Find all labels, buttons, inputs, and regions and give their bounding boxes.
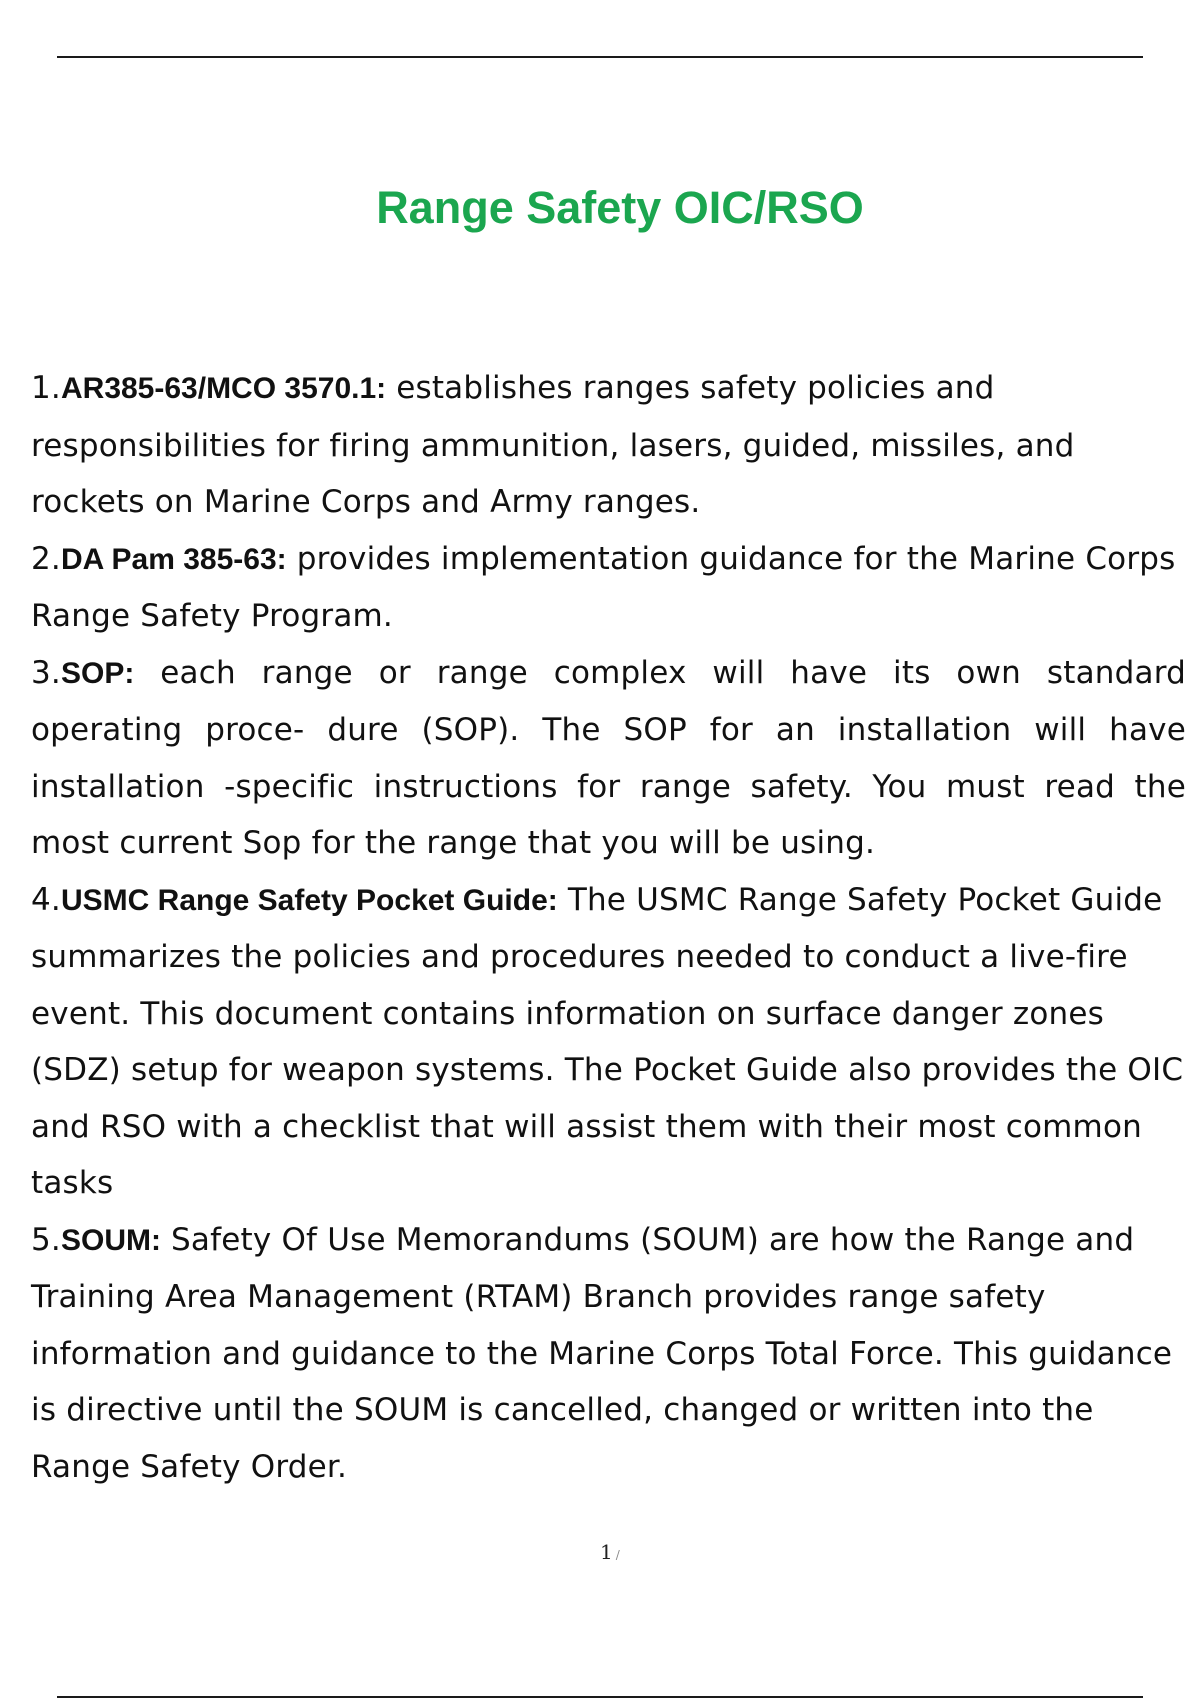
- item-text: each range or range complex will have its own standard operating proce- dure (SOP). The SOP for an installation will have installation -specific instructions for range safety. You must read the most current Sop for the range that you will be using.: [31, 654, 1186, 861]
- page-title: Range Safety OIC/RSO: [376, 182, 864, 233]
- item-number: 1.: [31, 370, 61, 406]
- item-number: 5.: [31, 1221, 61, 1258]
- item-term: USMC Range Safety Pocket Guide:: [60, 883, 558, 917]
- document-body: [31, 360, 1186, 1495]
- item-text: establishes ranges safety policies and responsibilities for firing ammunition, lasers, guided, missiles, and rockets on Marine Corps and Army ranges.: [31, 370, 1075, 520]
- top-rule: [57, 56, 1143, 58]
- page-number: [600, 1540, 620, 1564]
- item-term: DA Pam 385-63:: [60, 542, 287, 576]
- list-item-2: [31, 531, 1186, 645]
- item-term: AR385-63/MCO 3570.1:: [60, 372, 387, 405]
- list-item-4: [31, 872, 1186, 1212]
- list-item-5: [31, 1212, 1186, 1496]
- page-number-value: 1: [600, 1540, 613, 1564]
- item-text: provides implementation guidance for the Marine Corps Range Safety Program.: [31, 540, 1176, 634]
- item-term: SOP:: [60, 656, 135, 690]
- list-item-1: [31, 360, 1186, 531]
- page-number-suffix: /: [615, 1548, 620, 1562]
- bottom-rule: [57, 1696, 1143, 1698]
- item-number: 3.: [31, 654, 61, 691]
- list-item-3: [31, 645, 1186, 872]
- item-text: The USMC Range Safety Pocket Guide summarizes the policies and procedures needed to conduct a live-fire event. This document contains information on surface danger zones (SDZ) setup for weapon systems. The Pocket Guide also provides the OIC and RSO with a checklist that will assist them with their most common tasks: [31, 881, 1184, 1201]
- item-number: 2.: [31, 540, 61, 577]
- item-term: SOUM:: [60, 1223, 161, 1257]
- item-number: 4.: [31, 881, 61, 918]
- item-text: Safety Of Use Memorandums (SOUM) are how the Range and Training Area Management (RTAM) Branch provides range safety information and guidance to the Marine Corps Total Force. This guidance is directive until the SOUM is cancelled, changed or written into the Range Safety Order.: [31, 1221, 1173, 1485]
